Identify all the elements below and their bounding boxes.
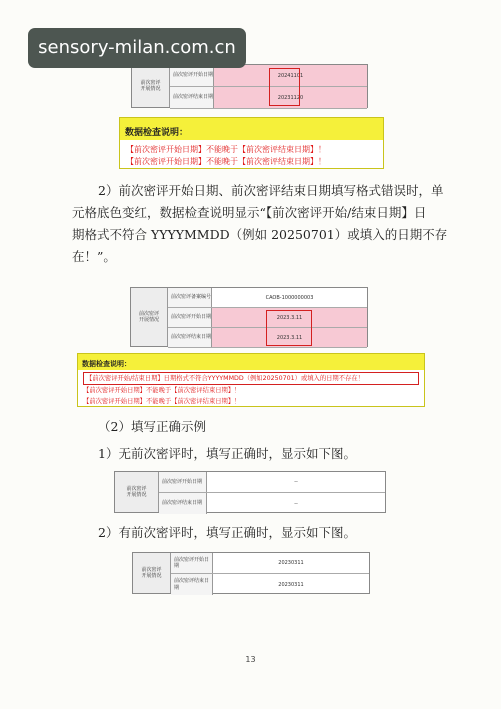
paragraph-format-error (72, 180, 452, 268)
table-row (171, 574, 369, 595)
table-correct-empty (114, 471, 386, 513)
table-row (168, 288, 367, 308)
row-label: 前次密评结束日期 (170, 87, 214, 108)
highlight-box (269, 68, 300, 106)
table-row (159, 493, 385, 514)
table-date-format-error (130, 287, 368, 347)
row-value: 20231120 (214, 87, 367, 108)
row-label: 前次密评开始日期 (170, 65, 214, 86)
data-check-notice (119, 117, 384, 169)
table-group-label: 前次密评 开展情况 (115, 472, 159, 512)
table-row (171, 553, 369, 574)
text-line: 期格式不符合 YYYYMMDD（例如 20250701）或填入的日期不存 (72, 227, 448, 242)
notice-line: 【前次密评开始日期】不能晚于【前次密评结束日期】！ (126, 145, 326, 154)
table-correct-filled (132, 552, 370, 594)
notice-line: 【前次密评开始日期】不能晚于【前次密评结束日期】！ (83, 398, 241, 405)
row-label: 前次密评结束日期 (171, 574, 213, 595)
section-heading: （2）填写正确示例 (98, 419, 206, 434)
table-date-error-order (131, 64, 368, 108)
highlight-box (266, 310, 312, 346)
site-watermark: sensory-milan.com.cn (28, 28, 246, 68)
text-line: 元格底色变红，数据检查说明显示“【前次密评开始/结束日期】日 (72, 205, 427, 220)
data-check-notice (77, 353, 425, 407)
table-group-label: 前次密评 开展情况 (132, 65, 170, 107)
row-value: -- (294, 479, 298, 485)
row-value: 20230311 (278, 581, 304, 588)
row-label: 前次密评备案编号 (168, 288, 212, 307)
notice-line: 【前次密评开始日期】不能晚于【前次密评结束日期】！ (83, 387, 241, 394)
paragraph-with-previous: 2）有前次密评时，填写正确时，显示如下图。 (98, 525, 356, 540)
text-line: 在！”。 (72, 249, 116, 264)
row-value: -- (294, 500, 298, 507)
row-label: 前次密评开始日期 (159, 472, 207, 492)
table-group-label: 前次密评 开展情况 (133, 553, 171, 593)
paragraph-no-previous: 1）无前次密评时，填写正确时，显示如下图。 (98, 446, 356, 461)
table-row (159, 472, 385, 493)
row-value: 20241101 (214, 65, 367, 86)
row-value: CAOB-1000000003 (265, 294, 314, 301)
notice-body (120, 140, 383, 168)
notice-title: 数据检查说明： (125, 128, 189, 138)
row-label: 前次密评结束日期 (168, 328, 212, 347)
notice-title: 数据检查说明： (82, 360, 131, 368)
notice-body (78, 370, 424, 406)
row-label: 前次密评结束日期 (159, 493, 207, 514)
row-label: 前次密评开始日期 (168, 308, 212, 327)
notice-line: 【前次密评开始/结束日期】日期格式不符合YYYYMMDD（例如20250701）或填入的日期不存在！ (83, 372, 419, 385)
row-value: 20230311 (278, 560, 304, 566)
row-value: 2023.3.11 (212, 328, 367, 347)
row-label: 前次密评开始日期 (171, 553, 213, 573)
page-number: 13 (245, 655, 256, 664)
text-line: 2）前次密评开始日期、前次密评结束日期填写格式错误时，单 (98, 183, 444, 198)
row-value: 2023.3.11 (212, 308, 367, 327)
table-group-label: 前次密评 开展情况 (131, 288, 168, 346)
notice-line: 【前次密评开始日期】不能晚于【前次密评结束日期】！ (126, 157, 326, 166)
